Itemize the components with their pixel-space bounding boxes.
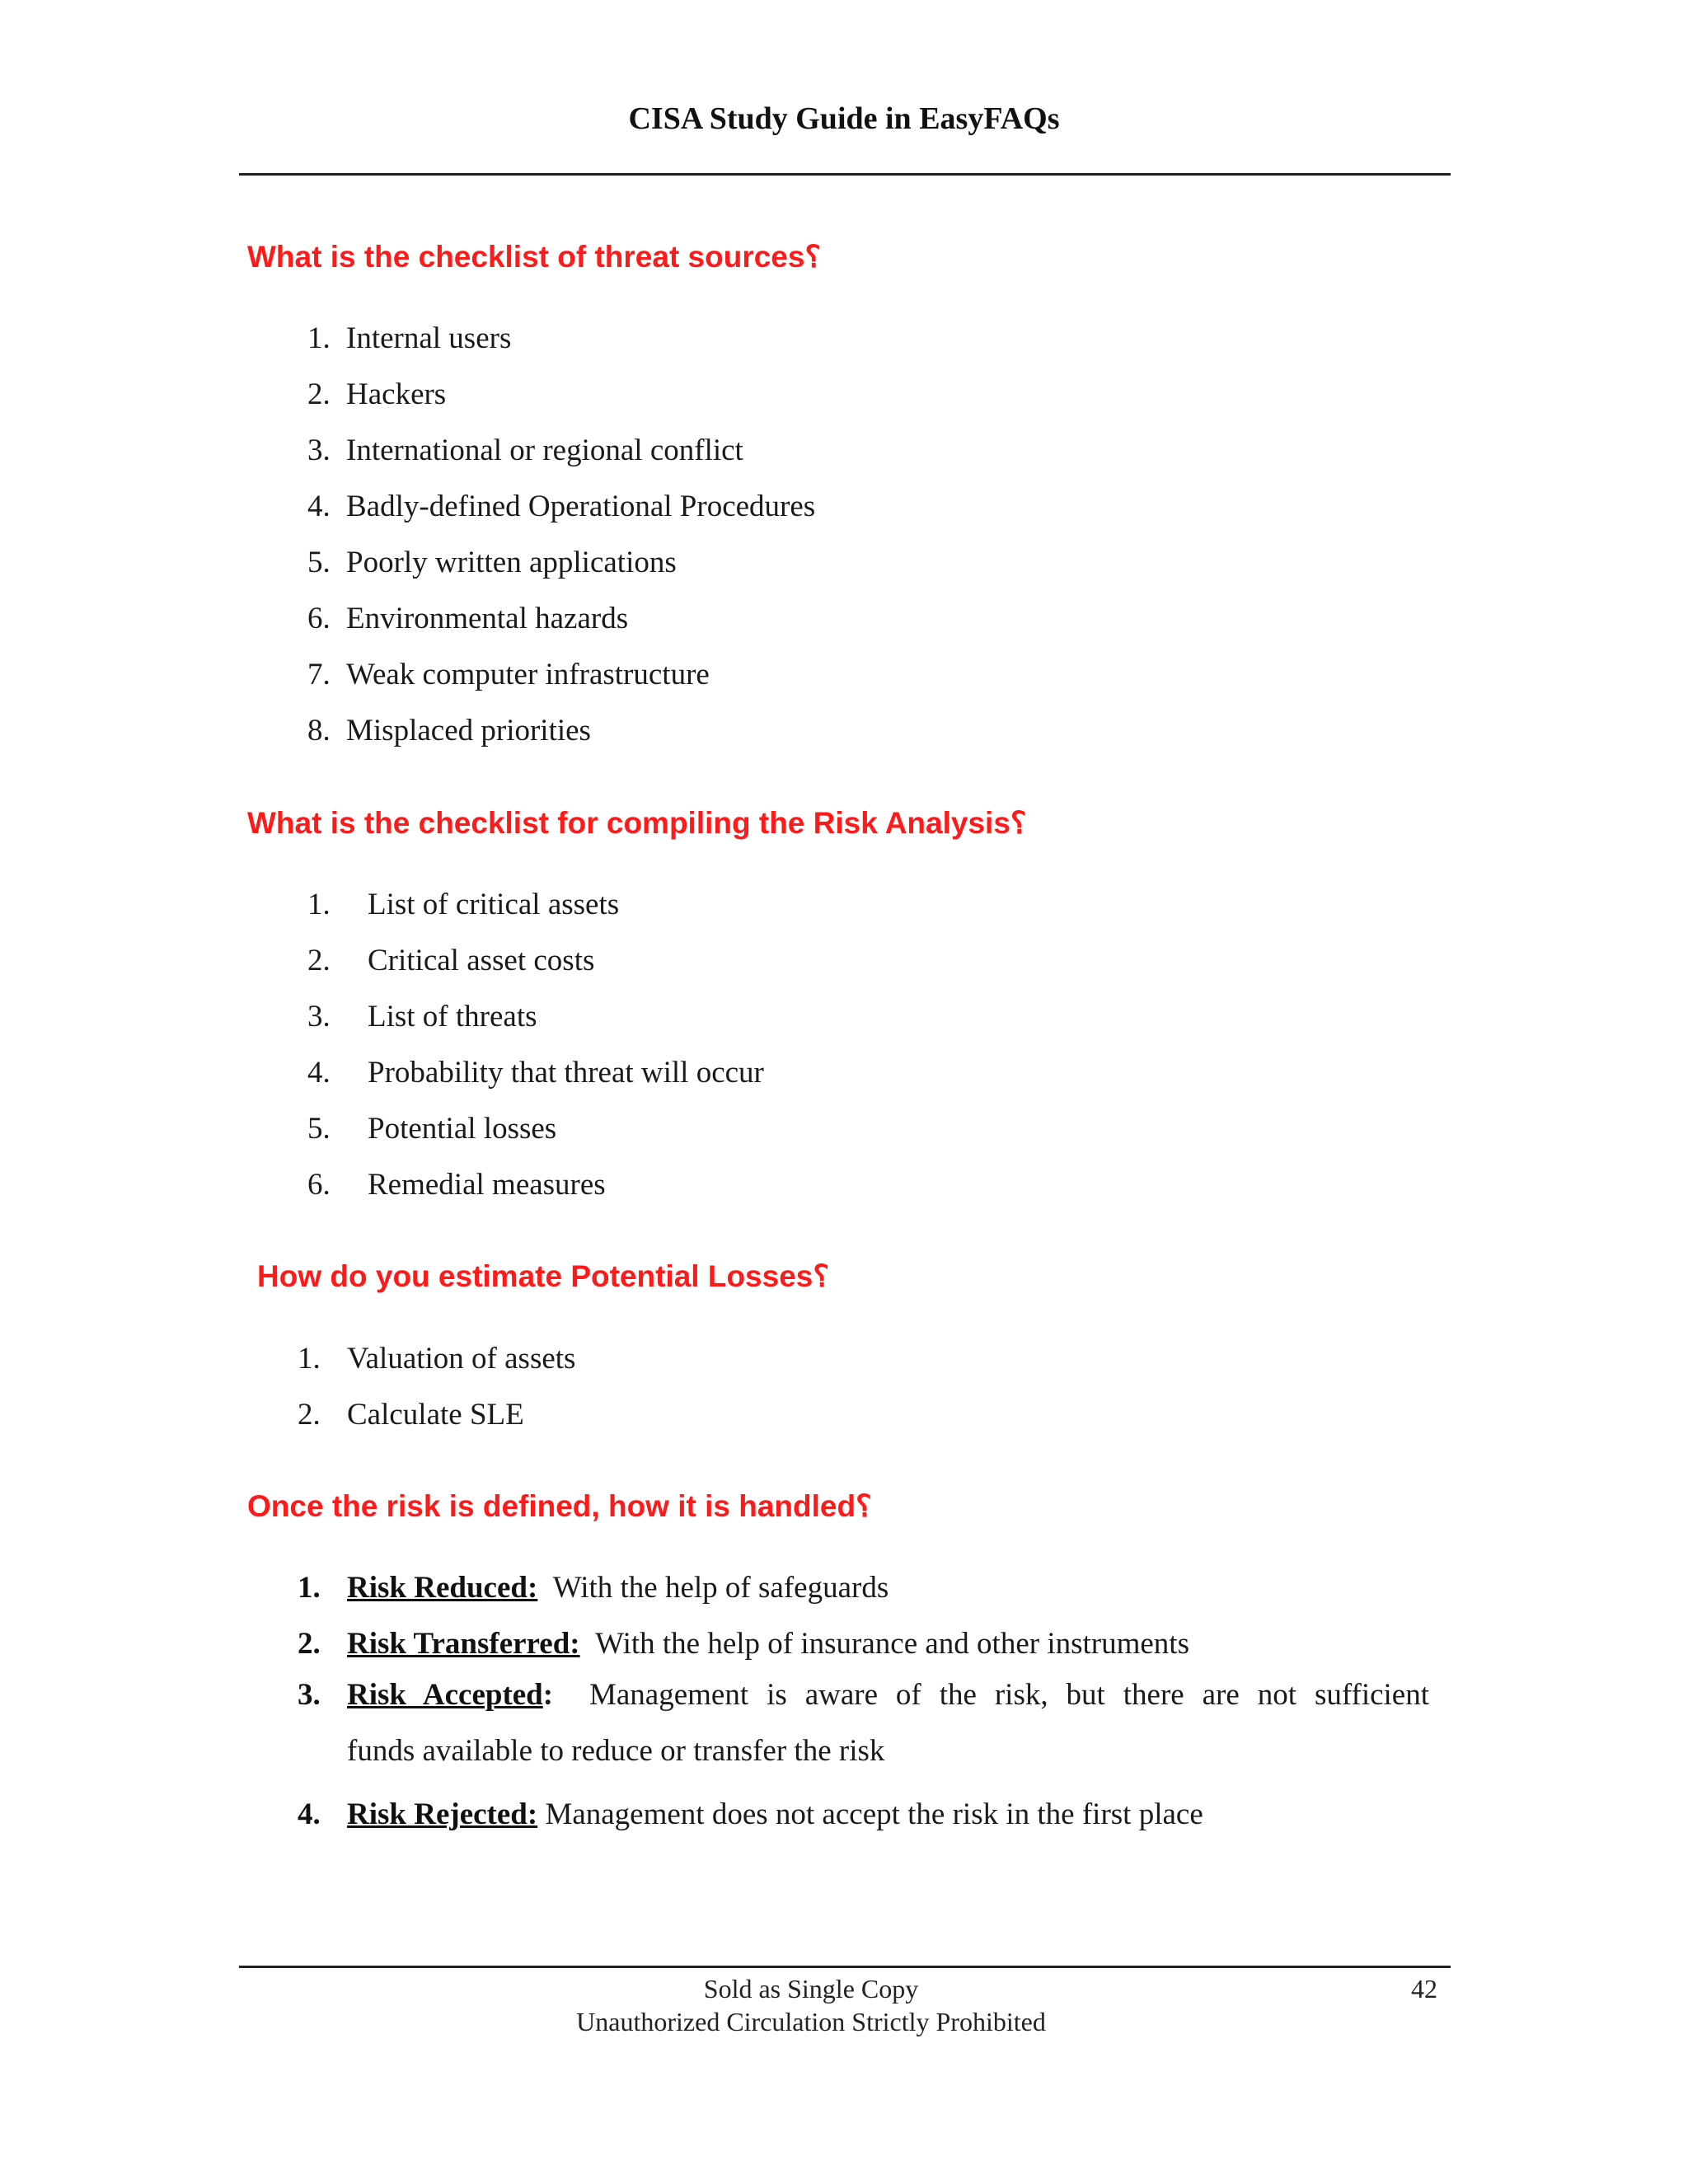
list-item-number: 5. xyxy=(307,546,331,579)
list-item: International or regional conflict xyxy=(346,434,743,467)
page-number: 42 xyxy=(1411,1974,1437,2004)
list-item xyxy=(347,1677,1429,1713)
list-item: Critical asset costs xyxy=(368,944,595,977)
risk-description: With the help of safeguards xyxy=(552,1571,889,1605)
question-threat-sources: What is the checklist of threat sources؟ xyxy=(247,240,822,274)
list-item-number: 4. xyxy=(298,1797,321,1831)
list-item: Misplaced priorities xyxy=(346,714,591,748)
list-item: Potential losses xyxy=(368,1112,557,1146)
risk-description: Management does not accept the risk in the first place xyxy=(545,1797,1203,1831)
list-item: Valuation of assets xyxy=(347,1342,576,1376)
list-item: Badly-defined Operational Procedures xyxy=(346,490,816,523)
term-colon: : xyxy=(542,1678,554,1712)
list-item: Weak computer infrastructure xyxy=(346,658,710,691)
risk-term-reduced: Risk Reduced: xyxy=(347,1571,538,1605)
list-item-number: 7. xyxy=(307,658,331,691)
page-header-title: CISA Study Guide in EasyFAQs xyxy=(628,101,1060,136)
list-item: Poorly written applications xyxy=(346,546,677,579)
question-risk-handling: Once the risk is defined, how it is handled؟ xyxy=(247,1489,872,1523)
list-item-number: 5. xyxy=(307,1112,331,1146)
footer-line-1: Sold as Single Copy xyxy=(703,1974,919,2004)
list-item-number: 2. xyxy=(298,1398,321,1432)
list-item: Remedial measures xyxy=(368,1168,606,1202)
footer-line-2: Unauthorized Circulation Strictly Prohibited xyxy=(576,2007,1046,2036)
list-item: Hackers xyxy=(346,377,447,411)
list-item-number: 2. xyxy=(307,944,331,977)
list-item xyxy=(347,1570,889,1605)
list-item-number: 3. xyxy=(307,1000,331,1033)
list-item-number: 8. xyxy=(307,714,331,748)
list-item-number: 1. xyxy=(298,1571,321,1605)
list-item-number: 2. xyxy=(307,377,331,411)
risk-term-rejected: Risk Rejected: xyxy=(347,1797,538,1831)
list-item-continuation: funds available to reduce or transfer the risk xyxy=(347,1734,885,1768)
list-item: Calculate SLE xyxy=(347,1398,524,1432)
list-item: Internal users xyxy=(346,321,512,355)
list-item-number: 6. xyxy=(307,602,331,635)
list-item-number: 2. xyxy=(298,1627,321,1661)
list-item: Probability that threat will occur xyxy=(368,1056,764,1090)
list-item-number: 3. xyxy=(307,434,331,467)
header-rule xyxy=(239,173,1451,176)
risk-description: Management is aware of the risk, but there are not sufficient xyxy=(588,1678,1430,1712)
list-item xyxy=(347,1797,1203,1832)
list-item-number: 4. xyxy=(307,490,331,523)
list-item: List of threats xyxy=(368,1000,537,1033)
list-item xyxy=(347,1626,1189,1661)
question-risk-analysis: What is the checklist for compiling the Risk Analysis؟ xyxy=(247,806,1027,840)
risk-term-transferred: Risk Transferred: xyxy=(347,1627,580,1661)
footer-rule xyxy=(239,1966,1451,1968)
question-potential-losses: How do you estimate Potential Losses؟ xyxy=(257,1259,830,1293)
list-item-number: 6. xyxy=(307,1168,331,1202)
list-item-number: 3. xyxy=(298,1678,321,1712)
risk-description: With the help of insurance and other instruments xyxy=(595,1627,1189,1661)
list-item: List of critical assets xyxy=(368,888,620,921)
risk-term-accepted: Risk Accepted xyxy=(347,1678,543,1712)
list-item-number: 1. xyxy=(307,321,331,355)
list-item-number: 1. xyxy=(298,1342,321,1376)
list-item-number: 4. xyxy=(307,1056,331,1090)
list-item: Environmental hazards xyxy=(346,602,629,635)
list-item-number: 1. xyxy=(307,888,331,921)
